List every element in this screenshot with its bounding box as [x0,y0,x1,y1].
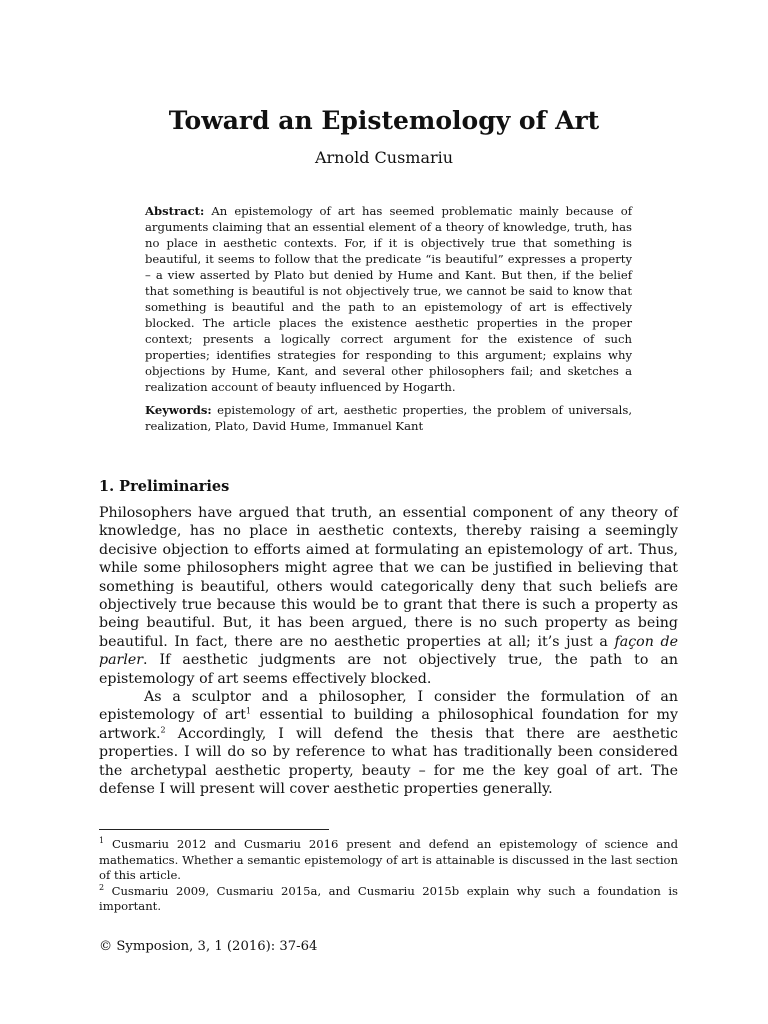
article-title: Toward an Epistemology of Art [168,106,600,135]
paragraph-1-italic: façon de parler [99,633,678,669]
footnote-ref-2[interactable]: 2 [160,725,166,735]
footnote-1 [99,837,678,884]
abstract [145,203,632,395]
keywords-label: Keywords: [145,403,212,417]
abstract-label: Abstract: [145,204,205,218]
paragraph-1-text-b: . If aesthetic judgments are not objectively true, the path to an epistemology of art seems effectively blocked. [99,652,678,687]
footnote-2 [99,884,678,915]
section-body [99,504,678,799]
footnote-2-number: 2 [99,882,105,892]
author-name: Arnold Cusmariu [314,148,454,167]
paragraph-1-text-a: Philosophers have argued that truth, an essential component of any theory of knowledge, has no place in aesthetic contexts, thereby raising a seemingly decisive objection to efforts aimed at formulating an epistemology of art. Thus, while some philosophers might agree that we can be justified in believing that something is beautiful, others would categorically deny that such beliefs are objectively true because this would be to grant that there is such a property as being beautiful. But, it has been argued, there is no such property as being beautiful. In fact, there are no aesthetic properties at all; it’s just a [99,505,678,650]
keywords-text: epistemology of art, aesthetic properties, the problem of universals, realization, Plato, David Hume, Immanuel Kant [145,403,633,433]
footnote-ref-1[interactable]: 1 [245,706,252,716]
footnotes [99,837,678,915]
footnote-1-text: Cusmariu 2012 and Cusmariu 2016 present and defend an epistemology of science and mathematics. Whether a semantic epistemology of art is attainable is discussed in the last section of this article. [99,837,679,882]
footnote-2-text: Cusmariu 2009, Cusmariu 2015a, and Cusmariu 2015b explain why such a foundation is important. [99,883,678,913]
journal-citation: © Symposion, 3, 1 (2016): 37-64 [99,939,318,954]
abstract-text: An epistemology of art has seemed problematic mainly because of arguments claiming that an essential element of a theory of knowledge, truth, has no place in aesthetic contexts. For, if it is objectively true that something is beautiful, it seems to follow that the predicate “is beautiful” expresses a property – a view asserted by Plato but denied by Hume and Kant. But then, if the belief that something is beautiful is not objectively true, we cannot be said to know that something is beautiful and the path to an epistemology of art is effectively blocked. The article places the existence aesthetic properties in the proper context; presents a logically correct argument for the existence of such properties; identifies strategies for responding to this argument; explains why objections by Hume, Kant, and several other philosophers fail; and sketches a realization account of beauty influenced by Hogarth. [145,204,633,394]
paragraph-2-text-b: essential to building a philosophical foundation for my artwork. [99,707,678,742]
keywords [145,402,632,434]
section-heading: 1. Preliminaries [99,478,230,495]
paragraph-2-text-c: Accordingly, I will defend the thesis that there are aesthetic properties. I will do so by reference to what has traditionally been considered the archetypal aesthetic property, beauty – for me the key goal of art. The defense I will present will cover aesthetic properties generally. [99,725,678,798]
paragraph-1 [99,504,678,688]
footnote-1-number: 1 [99,836,105,846]
paragraph-2-text-a: As a sculptor and a philosopher, I consider the formulation of an epistemology of art [99,689,678,724]
footnote-divider [99,829,329,830]
paragraph-2 [99,688,678,798]
